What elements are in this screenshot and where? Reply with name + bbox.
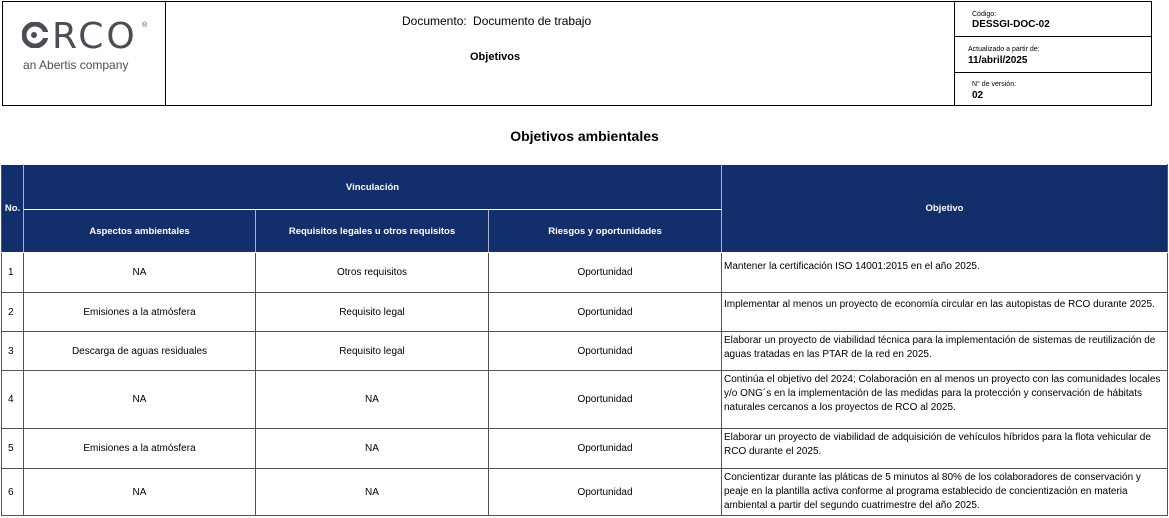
page-heading: Objetivos ambientales: [510, 128, 659, 144]
col-header-objetivo: Objetivo: [722, 165, 1168, 253]
row-riesgo: Oportunidad: [489, 429, 722, 469]
document-type-line: [402, 14, 591, 28]
row-requisito: NA: [256, 469, 489, 516]
row-requisito: Otros requisitos: [256, 253, 489, 293]
table-row: [2, 371, 1168, 429]
version-row: [954, 73, 1151, 105]
document-meta-cell: [954, 2, 1151, 105]
table-row: [2, 332, 1168, 371]
code-row: [954, 2, 1151, 37]
row-riesgo: Oportunidad: [489, 332, 722, 371]
row-number: 6: [2, 469, 24, 516]
col-header-vinculacion: Vinculación: [24, 165, 722, 210]
row-number: 3: [2, 332, 24, 371]
row-riesgo: Oportunidad: [489, 469, 722, 516]
col-header-riesgos: Riesgos y oportunidades: [489, 210, 722, 253]
row-riesgo: Oportunidad: [489, 371, 722, 429]
version-value: 02: [972, 90, 984, 101]
row-number: 5: [2, 429, 24, 469]
logo-wordmark: RCO: [52, 16, 138, 57]
row-objetivo: Elaborar un proyecto de viabilidad técnica para la implementación de sistemas de reutilización de aguas tratadas en las PTAR de la red en 2025.: [722, 332, 1168, 371]
row-aspecto: Emisiones a la atmósfera: [24, 429, 256, 469]
document-info-cell: [165, 2, 955, 105]
row-number: 4: [2, 371, 24, 429]
row-objetivo: Implementar al menos un proyecto de economía circular en las autopistas de RCO durante 2025.: [722, 293, 1168, 332]
table-row: [2, 293, 1168, 332]
registered-mark: ®: [142, 22, 148, 29]
logo-cell: [3, 2, 166, 105]
row-objetivo: Mantener la certificación ISO 14001:2015 en el año 2025.: [722, 253, 1168, 293]
row-aspecto: Emisiones a la atmósfera: [24, 293, 256, 332]
table-row: [2, 429, 1168, 469]
document-type: Documento de trabajo: [473, 14, 592, 28]
version-label: N° de versión:: [972, 81, 1017, 88]
row-objetivo: Concientizar durante las pláticas de 5 minutos al 80% de los colaboradores de conservación y peaje en la plantilla activa conforme al programa establecido de concientización en materia ambiental a partir del segundo cuatrimestre del año 2025.: [722, 469, 1168, 516]
code-label: Código:: [972, 11, 997, 18]
row-requisito: Requisito legal: [256, 332, 489, 371]
col-header-no: No.: [2, 165, 24, 253]
table-row: [2, 253, 1168, 293]
rco-logo-icon: [22, 22, 48, 48]
table-row: [2, 469, 1168, 516]
document-header: [2, 1, 1152, 106]
row-aspecto: NA: [24, 469, 256, 516]
row-requisito: NA: [256, 429, 489, 469]
objectives-table: [1, 164, 1168, 516]
header-row-1: [2, 165, 1168, 210]
row-aspecto: Descarga de aguas residuales: [24, 332, 256, 371]
row-aspecto: NA: [24, 253, 256, 293]
row-objetivo: Elaborar un proyecto de viabilidad de adquisición de vehículos híbridos para la flota vehicular de RCO durante el 2025.: [722, 429, 1168, 469]
logo-tagline: an Abertis company: [23, 58, 129, 72]
col-header-aspectos: Aspectos ambientales: [24, 210, 256, 253]
updated-row: [954, 37, 1151, 73]
document-label: Documento:: [402, 14, 467, 28]
row-requisito: Requisito legal: [256, 293, 489, 332]
row-aspecto: NA: [24, 371, 256, 429]
code-value: DESSGI-DOC-02: [972, 19, 1050, 30]
row-riesgo: Oportunidad: [489, 253, 722, 293]
row-objetivo: Continúa el objetivo del 2024; Colaboración en al menos un proyecto con las comunidades locales y/o ONG´s en la implementación de las medidas para la protección y conservación de hábitats naturales cercanos a los proyectos de RCO al 2025.: [722, 371, 1168, 429]
row-number: 2: [2, 293, 24, 332]
updated-label: Actualizado a partir de:: [968, 46, 1040, 53]
row-riesgo: Oportunidad: [489, 293, 722, 332]
updated-value: 11/abril/2025: [968, 55, 1028, 66]
col-header-requisitos: Requisitos legales u otros requisitos: [256, 210, 489, 253]
row-number: 1: [2, 253, 24, 293]
document-title: Objetivos: [470, 51, 521, 63]
row-requisito: NA: [256, 371, 489, 429]
